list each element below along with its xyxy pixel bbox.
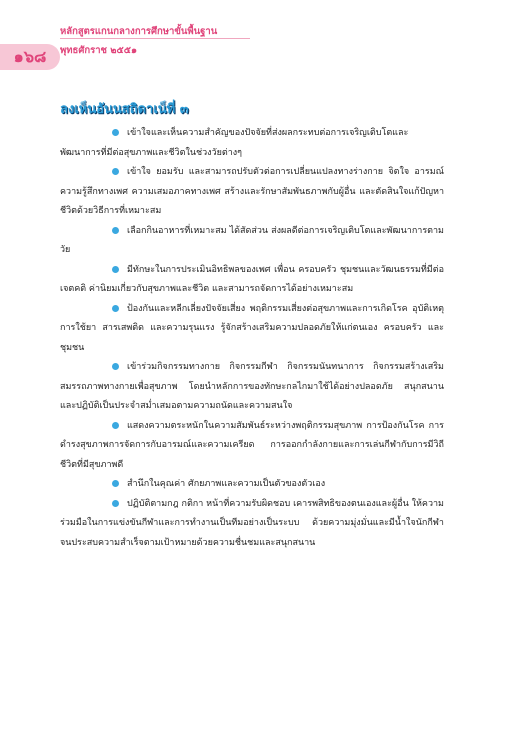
bullet-icon xyxy=(112,129,119,136)
list-item xyxy=(60,163,444,222)
bullet-icon xyxy=(112,500,119,507)
header-divider xyxy=(60,38,250,39)
bullet-icon xyxy=(112,422,119,429)
bullet-icon xyxy=(112,305,119,312)
item-text: เข้าร่วมกิจกรรมทางกาย กิจกรรมกีฬา กิจกรรมนันทนาการ กิจกรรมสร้างเสริมสมรรถภาพทางกายเพื่อสุขภาพ โดยนำหลักการของทักษะกลไกมาใช้ได้อย่างปลอดภัย สนุกสนาน และปฏิบัติเป็นประจำสม่ำเสมอตามความถนัดและความสนใจ xyxy=(60,362,444,411)
item-text: ป้องกันและหลีกเลี่ยงปัจจัยเสี่ยง พฤติกรรมเสี่ยงต่อสุขภาพและการเกิดโรค อุบัติเหตุ การใช้ยา สารเสพติด และความรุนแรง รู้จักสร้างเสริมความปลอดภัยให้แก่ตนเอง ครอบครัว และชุมชน xyxy=(60,303,444,353)
book-title: หลักสูตรแกนกลางการศึกษาขั้นพื้นฐาน xyxy=(60,26,218,37)
item-text: แสดงความตระหนักในความสัมพันธ์ระหว่างพฤติกรรมสุขภาพ การป้องกันโรค การดำรงสุขภาพการจัดการกับอารมณ์และความเครียด การออกกำลังกายและการเล่นกีฬากับการมีวิถีชีวิตที่มีสุขภาพดี xyxy=(60,420,444,470)
bullet-icon xyxy=(112,266,119,273)
bullet-icon xyxy=(112,168,119,175)
year-label: พุทธศักราช ๒๕๕๑ xyxy=(60,45,137,56)
item-text: เลือกกินอาหารที่เหมาะสม ได้สัดส่วน ส่งผลดีต่อการเจริญเติบโตและพัฒนาการตามวัย xyxy=(60,225,444,255)
list-item xyxy=(60,358,444,417)
item-text: เข้าใจ ยอมรับ และสามารถปรับตัวต่อการเปลี่ยนแปลงทางร่างกาย จิตใจ อารมณ์ ความรู้สึกทางเพศ ความเสมอภาคทางเพศ สร้างและรักษาสัมพันธภาพกับผู้อื่น และตัดสินใจแก้ปัญหาชีวิตด้วยวิธีการที่เหมาะสม xyxy=(60,167,444,216)
item-text: สำนึกในคุณค่า ศักยภาพและความเป็นตัวของตัวเอง xyxy=(127,479,326,489)
page-number: ๑๖๘ xyxy=(0,44,60,70)
list-item xyxy=(60,417,444,476)
bullet-icon xyxy=(112,363,119,370)
list-item xyxy=(60,261,444,300)
item-list xyxy=(60,124,444,553)
page-header xyxy=(0,0,524,80)
bullet-icon xyxy=(112,227,119,234)
item-text: ปฏิบัติตามกฎ กติกา หน้าที่ความรับผิดชอบ เคารพสิทธิของตนเองและผู้อื่น ให้ความร่วมมือในการแข่งขันกีฬาและการทำงานเป็นทีมอย่างเป็นระบบ ด้วยความมุ่งมั่นและมีน้ำใจนักกีฬา จนประสบความสำเร็จตามเป้าหมายด้วยความชื่นชมและสนุกสนาน xyxy=(60,498,444,548)
item-text: เข้าใจและเห็นความสำคัญของปัจจัยที่ส่งผลกระทบต่อการเจริญเติบโตและพัฒนาการที่มีต่อสุขภาพและชีวิตในช่วงวัยต่างๆ xyxy=(60,128,409,158)
list-item xyxy=(60,222,444,261)
list-item xyxy=(60,475,444,495)
list-item xyxy=(60,300,444,359)
list-item xyxy=(60,124,444,163)
item-text: มีทักษะในการประเมินอิทธิพลของเพศ เพื่อน ครอบครัว ชุมชนและวัฒนธรรมที่มีต่อเจตคติ ค่านิยมเกี่ยวกับสุขภาพและชีวิต และสามารถจัดการได้อย่างเหมาะสม xyxy=(60,264,444,294)
list-item xyxy=(60,495,444,554)
section-heading: ลงเห็นอันนสถิดาเน็ที่ ๓ xyxy=(60,102,189,117)
bullet-icon xyxy=(112,480,119,487)
